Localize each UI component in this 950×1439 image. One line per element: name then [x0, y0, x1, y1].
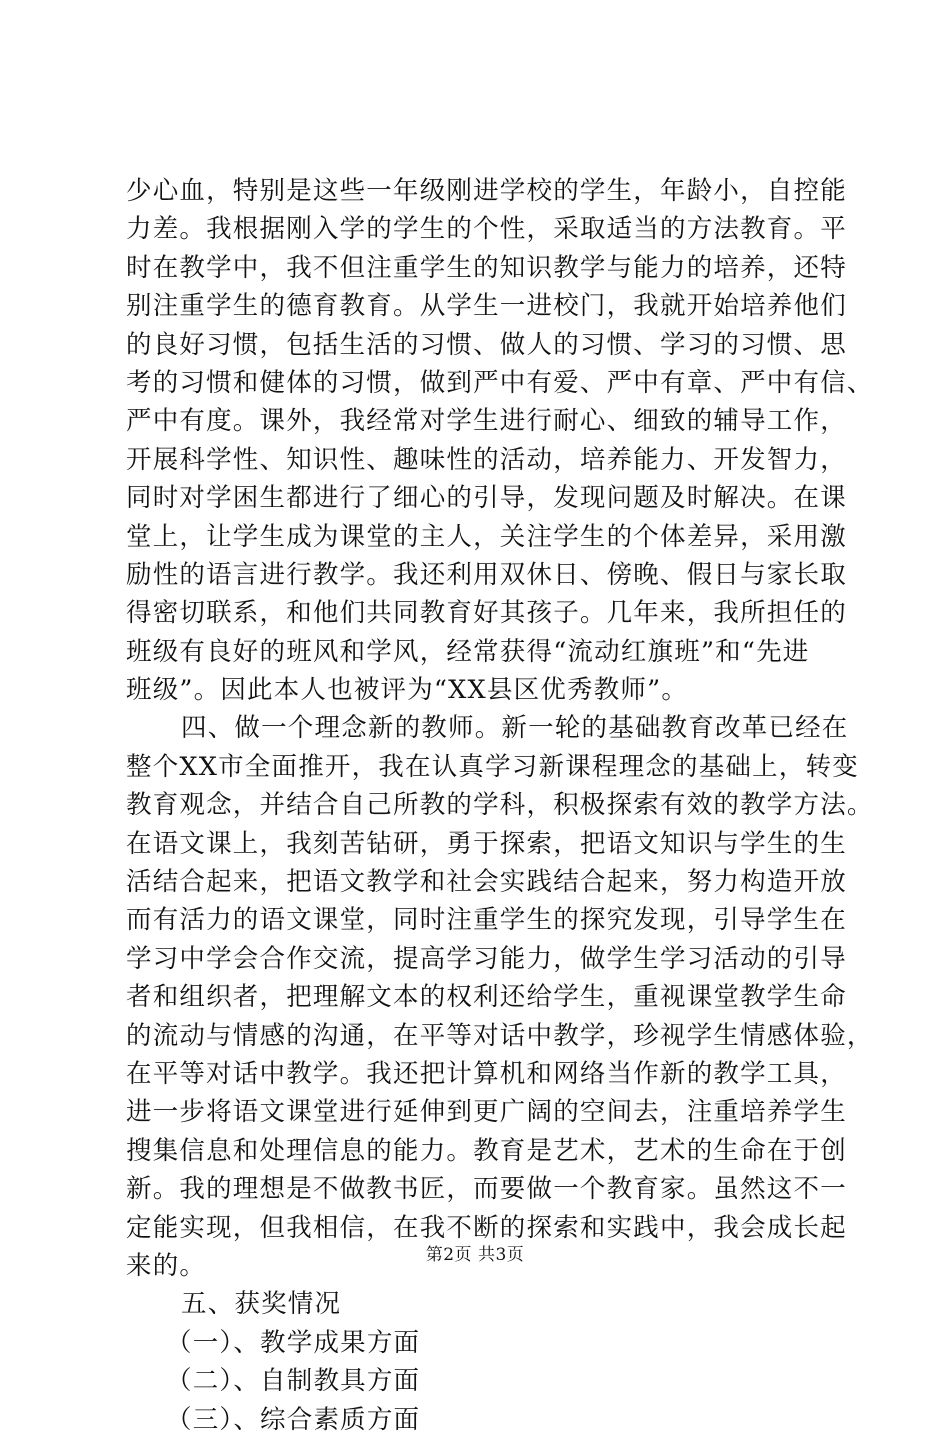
body-line: 的流动与情感的沟通，在平等对话中教学，珍视学生情感体验， [126, 1020, 874, 1051]
body-line: 开展科学性、知识性、趣味性的活动，培养能力、开发智力， [126, 444, 847, 475]
body-line: 严中有度。课外，我经常对学生进行耐心、细致的辅导工作， [126, 406, 847, 437]
section-heading-awards: 五、获奖情况 [181, 1289, 342, 1320]
body-line: 考的习惯和健体的习惯，做到严中有爱、严中有章、严中有信、 [126, 367, 874, 398]
page-number-footer: 第2页 共3页 [425, 1245, 525, 1265]
body-line: 教育观念，并结合自己所教的学科，积极探索有效的教学方法。 [126, 790, 874, 821]
body-line: 励性的语言进行教学。我还利用双休日、傍晚、假日与家长取 [126, 559, 847, 590]
body-line: 新。我的理想是不做教书匠，而要做一个教育家。虽然这不一 [126, 1174, 847, 1205]
body-line: 在语文课上，我刻苦钻研，勇于探索，把语文知识与学生的生 [126, 828, 847, 859]
body-line: 来的。 [126, 1250, 207, 1281]
body-line: 堂上，让学生成为课堂的主人，关注学生的个体差异，采用激 [126, 521, 847, 552]
body-line: 学习中学会合作交流，提高学习能力，做学生学习活动的引导 [126, 943, 847, 974]
body-line: 而有活力的语文课堂，同时注重学生的探究发现，引导学生在 [126, 905, 847, 936]
subsection-teaching-aids: （二）、自制教具方面 [166, 1366, 421, 1397]
body-line: 进一步将语文课堂进行延伸到更广阔的空间去，注重培养学生 [126, 1097, 847, 1128]
body-line: 少心血，特别是这些一年级刚进学校的学生，年龄小，自控能 [126, 176, 847, 206]
body-line: 的良好习惯，包括生活的习惯、做人的习惯、学习的习惯、思 [126, 329, 847, 360]
body-line: 定能实现，但我相信，在我不断的探索和实践中，我会成长起 [126, 1212, 847, 1243]
subsection-overall-quality: （三）、综合素质方面 [166, 1404, 421, 1435]
body-line: 时在教学中，我不但注重学生的知识教学与能力的培养，还特 [126, 252, 847, 283]
body-line: 别注重学生的德育教育。从学生一进校门，我就开始培养他们 [126, 291, 847, 322]
body-line: 力差。我根据刚入学的学生的个性，采取适当的方法教育。平 [126, 214, 847, 245]
body-line: 活结合起来，把语文教学和社会实践结合起来，努力构造开放 [126, 867, 847, 898]
body-line: 搜集信息和处理信息的能力。教育是艺术，艺术的生命在于创 [126, 1135, 847, 1166]
body-line: 整个XX市全面推开，我在认真学习新课程理念的基础上，转变 [126, 751, 859, 782]
subsection-teaching-results: （一）、教学成果方面 [166, 1327, 421, 1358]
body-line: 者和组织者，把理解文本的权利还给学生，重视课堂教学生命 [126, 982, 847, 1013]
body-line: 在平等对话中教学。我还把计算机和网络当作新的教学工具， [126, 1058, 847, 1089]
body-line: 同时对学困生都进行了细心的引导，发现问题及时解决。在课 [126, 483, 847, 514]
body-line: 得密切联系，和他们共同教育好其孩子。几年来，我所担任的 [126, 598, 847, 629]
body-line: 班级有良好的班风和学风，经常获得“流动红旗班”和“先进 [126, 636, 810, 667]
section-four-first-line: 四、做一个理念新的教师。新一轮的基础教育改革已经在 [181, 713, 849, 744]
body-line: 班级”。因此本人也被评为“XX县区优秀教师”。 [126, 675, 689, 706]
